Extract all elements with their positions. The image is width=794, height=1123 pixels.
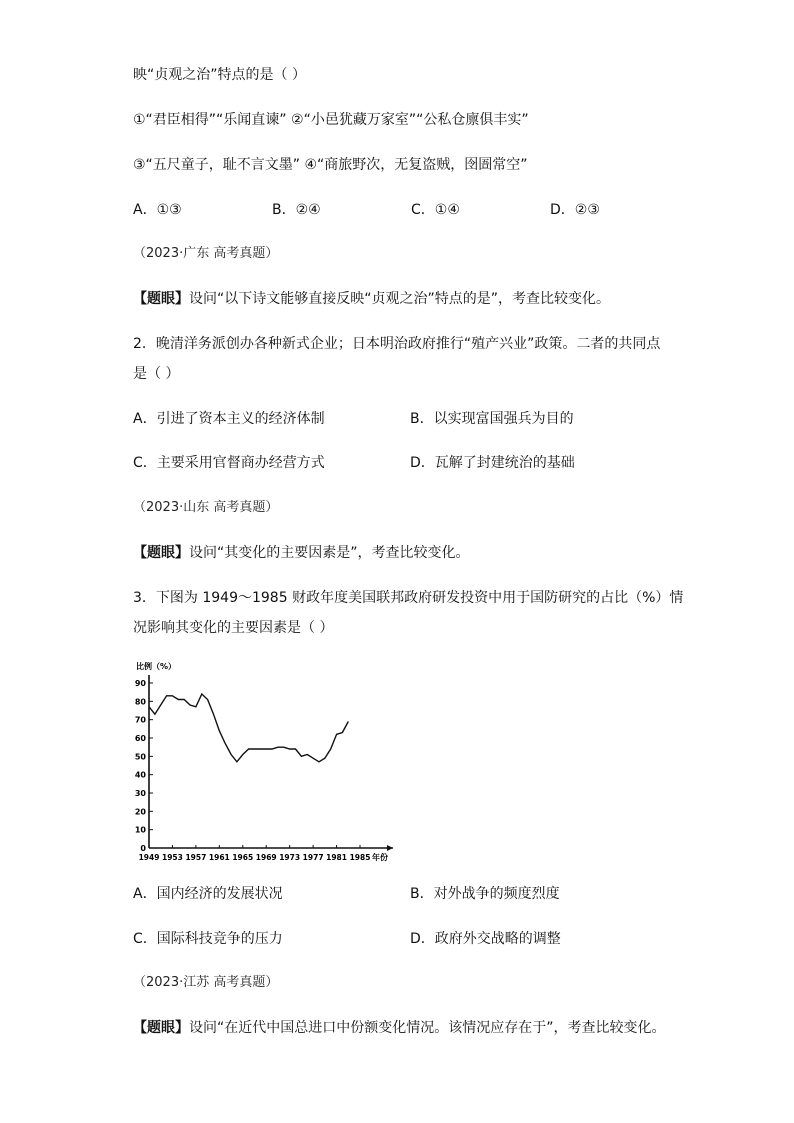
q1-tiyan-tag: 【题眼】: [133, 291, 189, 307]
chart-y-tick-label: 80: [134, 697, 146, 707]
q3-option-c[interactable]: C．国际科技竞争的压力: [133, 931, 283, 947]
chart-x-tick-label: 1961: [208, 853, 230, 862]
chart-y-tick-label: 70: [134, 715, 146, 725]
chart-y-ticks: [135, 679, 153, 853]
q2-tiyan-text: 设问“其变化的主要因素是”，考查比较变化。: [189, 545, 470, 561]
q3-option-b[interactable]: B．对外战争的频度烈度: [410, 886, 560, 902]
q3-option-d[interactable]: D．政府外交战略的调整: [410, 931, 561, 947]
chart-x-tick-label: 1969: [255, 853, 277, 862]
q1-option-a[interactable]: A．①③: [133, 202, 182, 218]
q2-stem-line2: 是（ ）: [133, 366, 180, 382]
q1-option-d[interactable]: D．②③: [550, 202, 600, 218]
chart-series-line: [149, 694, 348, 762]
chart-xlabel: 年份: [372, 853, 388, 862]
q1-statements-line1: ①“君臣相得”“乐闻直谏” ②“小邑犹藏万家室”“公私仓廪俱丰实”: [133, 112, 529, 128]
chart-y-tick-label: 40: [134, 770, 146, 780]
chart-x-tick-label: 1977: [302, 853, 324, 862]
q2-option-b[interactable]: B．以实现富国强兵为目的: [410, 411, 574, 427]
chart-x-tick-label: 1965: [232, 853, 254, 862]
q2-option-c[interactable]: C．主要采用官督商办经营方式: [133, 455, 325, 471]
q3-stem-line1: 3．下图为 1949～1985 财政年度美国联邦政府研发投资中用于国防研究的占比（%）情: [133, 590, 684, 606]
chart-ylabel: 比例（%）: [136, 662, 177, 671]
chart-y-tick-label: 90: [134, 679, 146, 688]
chart-y-tick-label: 50: [134, 752, 146, 762]
chart-x-tick-label: 1981: [326, 853, 347, 862]
q3-option-a[interactable]: A．国内经济的发展状况: [133, 886, 283, 902]
q3-tiyan-tag: 【题眼】: [133, 1020, 189, 1036]
chart-y-tick-label: 30: [134, 789, 146, 798]
q1-tiyan-text: 设问“以下诗文能够直接反映“贞观之治”特点的是”，考查比较变化。: [189, 291, 611, 307]
q1-option-b[interactable]: B．②④: [272, 202, 321, 218]
chart-y-tick-label: 20: [134, 807, 146, 817]
q2-source: （2023·山东 高考真题）: [133, 500, 279, 515]
chart-x-tick-label: 1953: [162, 853, 183, 862]
q1-stem-tail: 映“贞观之治”特点的是（ ）: [133, 67, 306, 83]
q2-tiyan: [133, 543, 470, 563]
q3-source: （2023·江苏 高考真题）: [133, 975, 279, 990]
q2-option-d[interactable]: D．瓦解了封建统治的基础: [410, 455, 575, 471]
q1-source: （2023·广东 高考真题）: [133, 246, 279, 261]
q1-tiyan: [133, 289, 610, 309]
chart-x-tick-label: 1949: [138, 853, 160, 862]
chart-y-tick-label: 60: [134, 734, 146, 743]
chart-y-tick-label: 10: [134, 825, 146, 835]
chart-x-tick-label: 1957: [185, 853, 207, 862]
chart-y-tick-label: 0: [140, 844, 146, 853]
q2-option-a[interactable]: A．引进了资本主义的经济体制: [133, 411, 325, 427]
q3-tiyan-text: 设问“在近代中国总进口中份额变化情况。该情况应存在于”，考查比较变化。: [189, 1020, 666, 1036]
chart-x-tick-label: 1985: [349, 853, 371, 862]
q3-tiyan: [133, 1018, 666, 1038]
q2-stem-line1: 2．晚清洋务派创办各种新式企业；日本明治政府推行“殖产兴业”政策。二者的共同点: [133, 336, 661, 352]
q1-statements-line2: ③“五尺童子，耻不言文墨” ④“商旅野次，无复盗贼，囹圄常空”: [133, 157, 528, 173]
chart-x-tick-label: 1973: [279, 853, 301, 862]
chart-x-axis-arrow: [387, 845, 393, 851]
q3-stem-line2: 况影响其变化的主要因素是（ ）: [133, 620, 334, 636]
q2-tiyan-tag: 【题眼】: [133, 545, 189, 561]
defense-research-share-chart: [128, 655, 418, 870]
q1-option-c[interactable]: C．①④: [411, 202, 460, 218]
